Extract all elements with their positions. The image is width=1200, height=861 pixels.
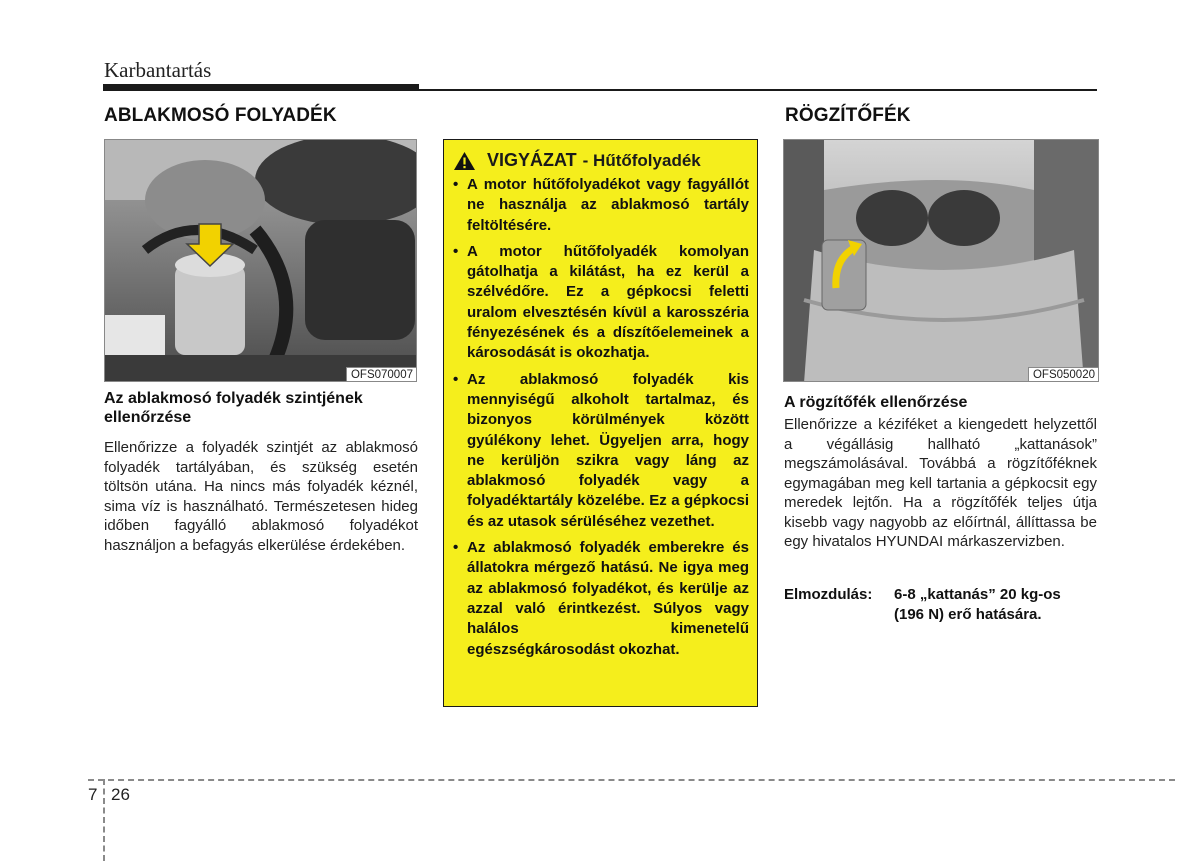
parking-brake-check-heading: A rögzítőfék ellenőrzése [784, 394, 968, 411]
travel-spec [784, 585, 1061, 625]
warning-item: • Az ablakmosó folyadék kis mennyiségű alkoholt tartalmaz, és bizonyos körülmények között gyúlékony lehet. Ügyeljen arra, hogy ne kerüljön szikra vagy láng az ablakmosó folyadék vagy a folyadéktartály közelébe. Ez a gépkocsi és az utasok sérüléséhez vezethet. [452, 370, 749, 532]
console-illustration [784, 140, 1099, 382]
warning-item: • Az ablakmosó folyadék emberekre és állatokra mérgező hatású. Ne igya meg az ablakmosó folyadékot, és kerülje az azzal való érintkezést. Súlyos vagy halálos kimenetelű egészségkárosodást okozhat. [452, 538, 749, 660]
running-head: Karbantartás [104, 58, 212, 82]
coolant-warning-box [443, 139, 758, 707]
parking-brake-photo [783, 139, 1099, 382]
header-rule-thick [103, 84, 419, 91]
photo-code: OFS070007 [346, 367, 416, 381]
warning-label: VIGYÁZAT [487, 150, 577, 170]
warning-list [452, 175, 749, 660]
washer-fluid-check-heading: Az ablakmosó folyadék szintjének ellenőrzése [104, 390, 363, 426]
engine-bay-illustration [105, 140, 417, 382]
warning-triangle-icon [453, 151, 476, 171]
warning-subject: - Hűtőfolyadék [582, 150, 701, 170]
chapter-number: 7 [88, 785, 98, 804]
engine-bay-photo [104, 139, 417, 382]
header-rule-thin [419, 89, 1097, 91]
parking-brake-section-title: RÖGZÍTŐFÉK [785, 105, 911, 126]
footer-dashed-rule [88, 779, 1175, 781]
warning-item: • A motor hűtőfolyadékot vagy fagyállót ne használja az ablakmosó tartály feltöltésére. [452, 175, 749, 236]
spec-value-line2: (196 N) erő hatására. [894, 606, 1042, 623]
parking-brake-body-text: Ellenőrizze a kéziféket a kiengedett helyzettől a végállásig hallható „kattanások” megszámolásával. Továbbá a rögzítőféknek egymagában meg kell tartania a gépkocsit egy meredek lejtőn. Ha a rögzítőfék teljes útja kisebb vagy nagyobb az előírtnál, állíttassa be egy hivatalos HYUNDAI márkaszervizben. [784, 416, 1097, 550]
page-number: 26 [111, 785, 130, 804]
photo-code: OFS050020 [1028, 367, 1098, 381]
warning-heading [452, 150, 749, 171]
footer-dashed-divider [103, 779, 105, 861]
spec-value-line1: 6-8 „kattanás” 20 kg-os [894, 586, 1061, 603]
warning-item: • A motor hűtőfolyadék komolyan gátolhatja a kilátást, ha ez kerül a szélvédőre. Ez a gépkocsi feletti uralom elvesztésén kívül a karosszéria fényezésének és a díszítőelemeinek a károsodását is okozhatja. [452, 242, 749, 364]
spec-label: Elmozdulás: [784, 586, 873, 603]
washer-fluid-body-text: Ellenőrizze a folyadék szintjét az ablakmosó folyadék tartályában, és szükség esetén töltsön utána. Ha nincs más folyadék kéznél, sima víz is használható. Természetesen hideg időben fagyálló ablakmosó folyadékot használjon a befagyás elkerülése érdekében. [104, 439, 418, 554]
washer-fluid-section-title: ABLAKMOSÓ FOLYADÉK [104, 105, 337, 126]
